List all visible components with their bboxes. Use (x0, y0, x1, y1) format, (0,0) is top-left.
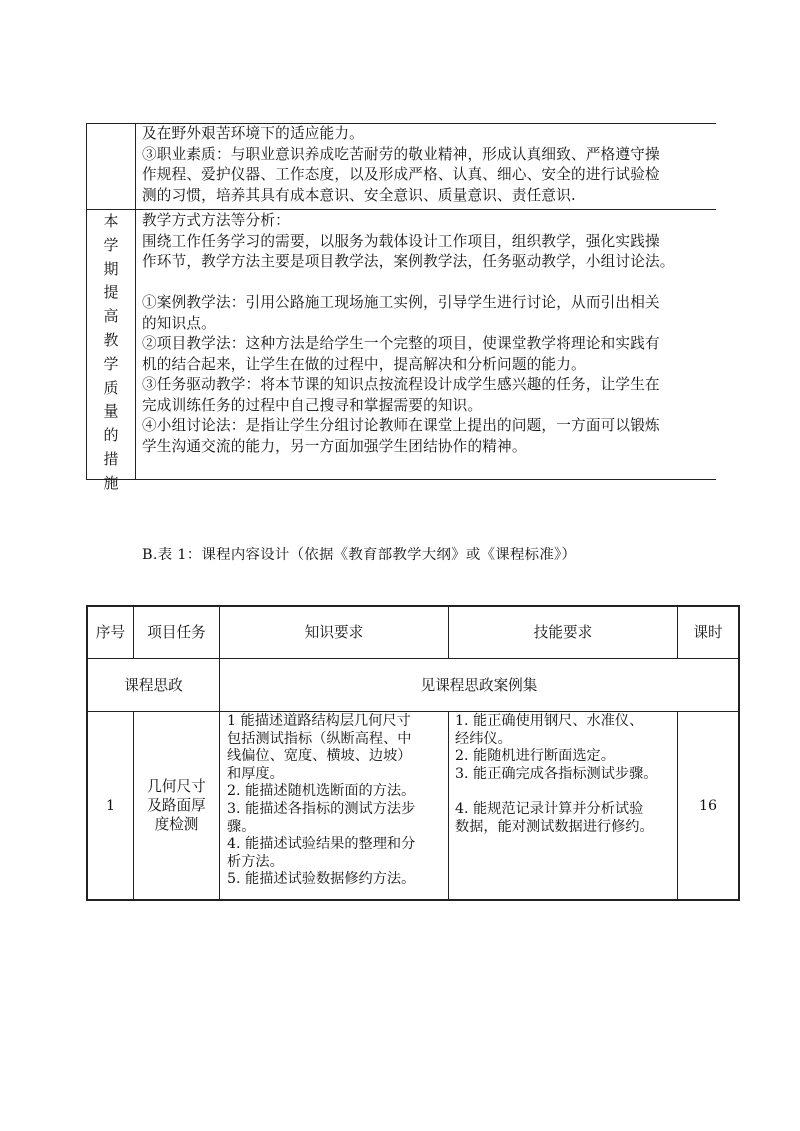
row-class-hours: 16 (698, 798, 718, 814)
text-line: 的知识点。 (142, 314, 216, 332)
knowledge-line: 析方法。 (227, 853, 284, 870)
table-bottom-border (86, 899, 740, 901)
text-line: ①案例教学法：引用公路施工现场施工实例，引导学生进行讨论，从而引出相关 (142, 294, 660, 311)
row-knowledge-requirements (227, 713, 447, 889)
skill-line: 1. 能正确使用钢尺、水准仪、 (455, 713, 644, 729)
side-label-char: 高 (103, 307, 119, 326)
text-line: ③职业素质：与职业意识养成吃苦耐劳的敬业精神，形成认真细致、严格遵守操 (142, 145, 660, 163)
side-label-char: 质 (103, 378, 119, 397)
table-column-divider (448, 711, 449, 900)
ideological-course-label: 课程思政 (124, 677, 183, 694)
text-line: 作规程、爱护仪器、工作态度，以及形成严格、认真、细心、安全的进行试验检 (142, 166, 660, 183)
table-row-divider (86, 711, 740, 712)
table-top-border (86, 605, 740, 607)
header-knowledge-requirements: 知识要求 (304, 624, 364, 641)
task-line: 度检测 (154, 816, 199, 833)
text-line (142, 273, 720, 294)
upper-table-column-divider (135, 123, 136, 480)
side-label-char: 措 (103, 449, 119, 468)
text-line: 教学方式方法等分析： (142, 212, 290, 229)
table-row-divider (86, 658, 740, 659)
knowledge-line: 3. 能描述各指标的测试方法步 (227, 800, 416, 817)
row-skill-requirements (455, 713, 677, 836)
knowledge-line: 1 能描述道路结构层几何尺寸 (227, 713, 411, 729)
table-left-border (86, 605, 88, 901)
upper-table-bottom-border (86, 479, 716, 480)
skill-line: 经纬仪。 (455, 730, 512, 747)
text-line: 及在野外艰苦环境下的适应能力。 (142, 125, 364, 142)
side-label-char: 施 (103, 473, 119, 492)
text-line: ④小组讨论法：是指让学生分组讨论教师在课堂上提出的问题，一方面可以锻炼 (142, 417, 660, 434)
knowledge-line: 骤。 (227, 818, 256, 835)
knowledge-line: 和厚度。 (227, 765, 284, 782)
skill-line: 2. 能随机进行断面选定。 (455, 748, 615, 765)
text-line: ③任务驱动教学：将本节课的知识点按流程设计成学生感兴趣的任务，让学生在 (142, 376, 660, 393)
knowledge-line: 包括测试指标（纵断高程、中 (227, 730, 412, 747)
teaching-measures-side-label (88, 210, 134, 496)
upper-table-row-divider (86, 209, 716, 210)
text-line: 机的结合起来，让学生在做的过程中，提高解决和分析问题的能力。 (142, 355, 586, 373)
skill-line: 3. 能正确完成各指标测试步骤。 (455, 765, 658, 782)
teaching-methods-text (142, 211, 720, 457)
table-caption: B.表 1：课程内容设计（依据《教育部教学大纲》或《课程标准》） (142, 547, 577, 563)
header-index: 序号 (95, 624, 126, 641)
knowledge-line: 4. 能描述试验结果的整理和分 (227, 836, 416, 853)
side-label-char: 学 (103, 235, 119, 254)
text-line: ②项目教学法：这种方法是给学生一个完整的项目，使课堂教学将理论和实践有 (142, 335, 660, 352)
task-line: 几何尺寸 (147, 778, 206, 795)
row-index: 1 (105, 798, 116, 814)
header-class-hours: 课时 (693, 624, 723, 641)
side-label-char: 的 (103, 426, 119, 445)
text-line: 围绕工作任务学习的需要，以服务为载体设计工作项目，组织教学，强化实践操 (142, 232, 660, 250)
side-label-char: 本 (103, 212, 119, 230)
text-line: 学生沟通交流的能力，另一方面加强学生团结协作的精神。 (142, 437, 527, 455)
text-line: 测的习惯，培养其具有成本意识、安全意识、质量意识、责任意识. (142, 186, 576, 204)
continued-competency-text (142, 124, 720, 206)
table-right-border (738, 605, 740, 901)
side-label-char: 提 (103, 283, 119, 302)
ideological-course-value: 见课程思政案例集 (420, 677, 538, 694)
text-line: 作环节，教学方法主要是项目教学法，案例教学法，任务驱动教学，小组讨论法。 (142, 253, 675, 270)
side-label-char: 教 (103, 330, 119, 349)
knowledge-line: 线偏位、宽度、横坡、边坡） (227, 748, 412, 765)
header-project-task: 项目任务 (147, 624, 206, 641)
upper-table-left-border (86, 123, 87, 480)
header-skill-requirements: 技能要求 (533, 624, 593, 641)
skill-line: 数据，能对测试数据进行修约。 (455, 818, 654, 835)
text-line: 完成训练任务的过程中自己搜寻和掌握需要的知识。 (142, 396, 483, 414)
task-line: 及路面厚 (147, 797, 206, 814)
skill-line (455, 783, 677, 801)
knowledge-line: 5. 能描述试验数据修约方法。 (227, 871, 416, 888)
skill-line: 4. 能规范记录计算并分析试验 (455, 800, 644, 817)
row-project-task (134, 777, 219, 834)
side-label-char: 量 (103, 402, 119, 421)
side-label-char: 期 (103, 259, 119, 278)
side-label-char: 学 (103, 354, 119, 373)
knowledge-line: 2. 能描述随机选断面的方法。 (227, 783, 416, 800)
table-column-divider (219, 605, 220, 900)
